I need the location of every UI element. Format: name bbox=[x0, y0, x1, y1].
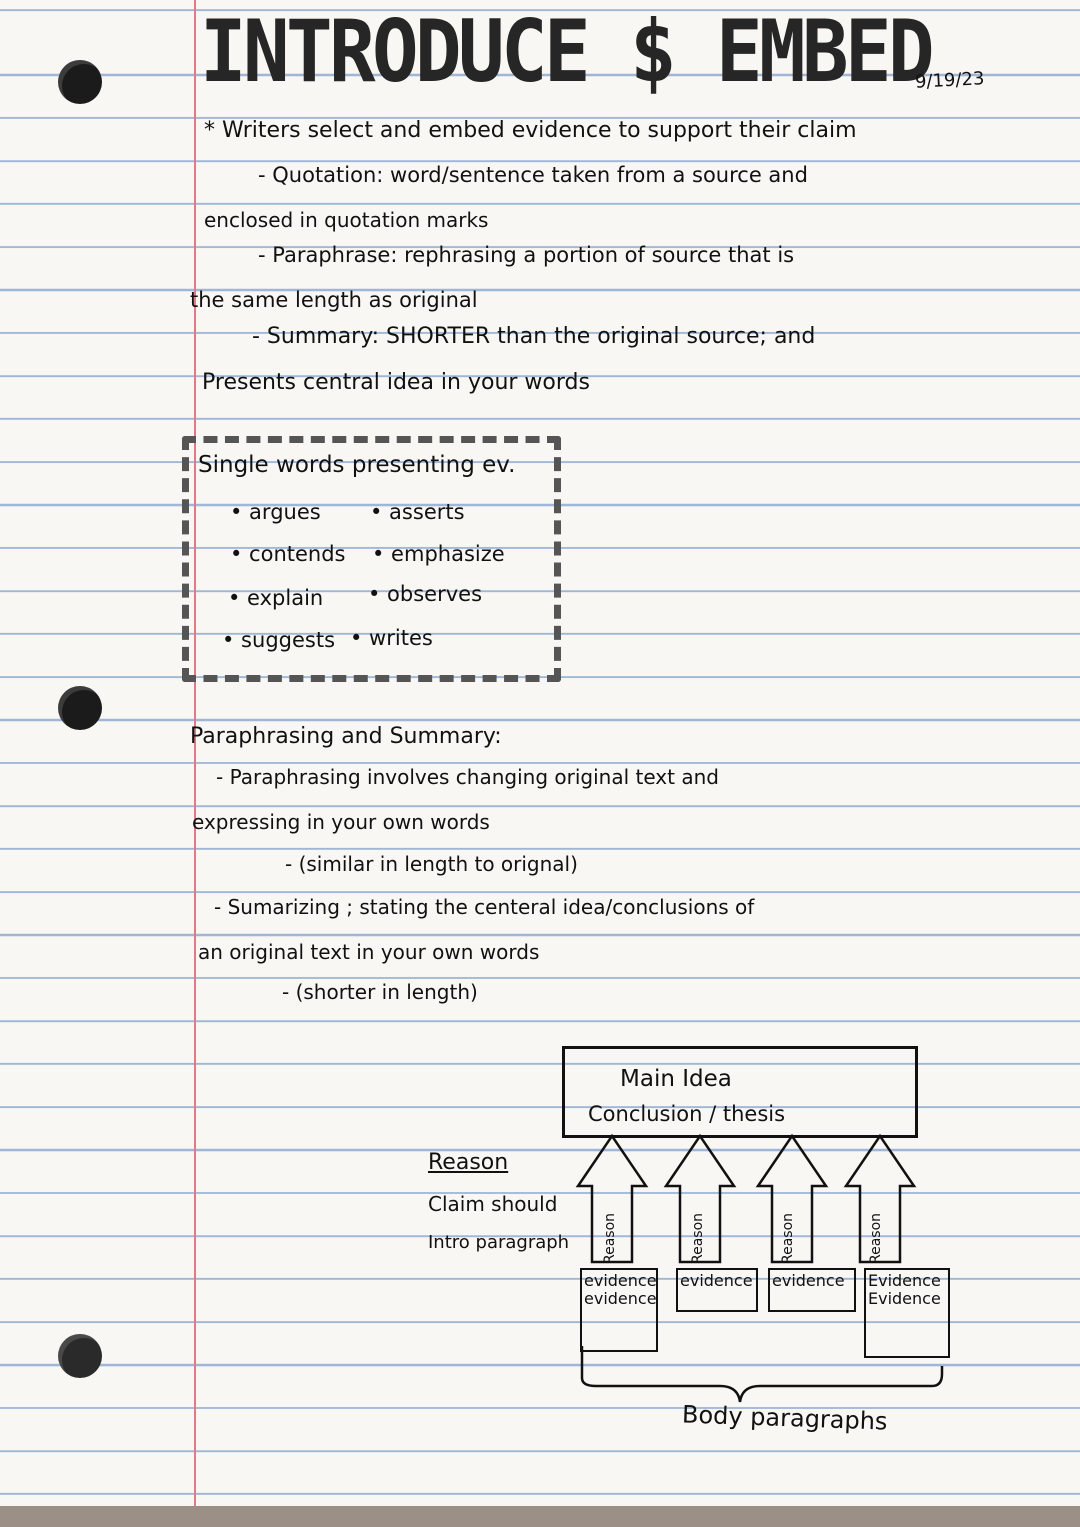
paraphrasing-line: - Sumarizing ; stating the centeral idea/conclusions of bbox=[214, 895, 755, 919]
evidence-card bbox=[580, 1268, 658, 1352]
evidence-card bbox=[768, 1268, 856, 1312]
evidence-word: • contends bbox=[230, 542, 346, 566]
main-idea-title: Main Idea bbox=[620, 1066, 732, 1092]
binder-hole bbox=[58, 1334, 102, 1378]
paraphrasing-line: an original text in your own words bbox=[198, 940, 540, 964]
intro-line: Presents central idea in your words bbox=[202, 370, 590, 395]
body-paragraphs-label: Body paragraphs bbox=[681, 1400, 888, 1436]
paraphrasing-line: expressing in your own words bbox=[192, 810, 490, 834]
evidence-word: • suggests bbox=[222, 628, 336, 652]
binder-hole bbox=[58, 686, 102, 730]
paraphrasing-line: - (shorter in length) bbox=[282, 980, 478, 1004]
evidence-word: • asserts bbox=[370, 500, 465, 524]
note-date: 9/19/23 bbox=[914, 68, 985, 93]
evidence-word: • argues bbox=[230, 500, 321, 524]
arrow-reason-label: Reason bbox=[780, 1212, 796, 1264]
margin-line bbox=[194, 0, 196, 1527]
evidence-word: • explain bbox=[228, 586, 324, 610]
arrow-reason-label: Reason bbox=[868, 1212, 884, 1264]
intro-line: * Writers select and embed evidence to support their claim bbox=[204, 118, 857, 143]
evidence-card bbox=[864, 1268, 950, 1358]
binder-hole bbox=[58, 60, 102, 104]
claim-label: Claim should bbox=[428, 1192, 558, 1216]
intro-line: - Summary: SHORTER than the original source; and bbox=[252, 324, 816, 349]
intro-line: enclosed in quotation marks bbox=[204, 208, 489, 232]
evidence-card bbox=[676, 1268, 758, 1312]
paraphrasing-heading: Paraphrasing and Summary: bbox=[190, 724, 502, 749]
arrow-reason-label: Reason bbox=[690, 1212, 706, 1264]
intro-line: - Quotation: word/sentence taken from a source and bbox=[258, 163, 808, 187]
intro-paragraph-label: Intro paragraph bbox=[428, 1232, 570, 1253]
reason-label: Reason bbox=[428, 1150, 509, 1175]
evidence-box-heading: Single words presenting ev. bbox=[198, 452, 516, 478]
intro-line: - Paraphrase: rephrasing a portion of source that is bbox=[258, 243, 795, 267]
main-idea-subtitle: Conclusion / thesis bbox=[588, 1102, 786, 1126]
paraphrasing-line: - (similar in length to orignal) bbox=[285, 852, 578, 876]
evidence-item: evidence bbox=[584, 1271, 657, 1290]
evidence-word: • observes bbox=[368, 582, 483, 606]
evidence-item: evidence bbox=[584, 1289, 657, 1309]
evidence-word: • writes bbox=[350, 626, 433, 650]
evidence-item: Evidence bbox=[868, 1289, 941, 1309]
page-title: INTRODUCE $ EMBED bbox=[200, 2, 931, 102]
essay-structure-diagram bbox=[420, 1040, 960, 1460]
evidence-item: evidence bbox=[680, 1271, 753, 1290]
evidence-item: Evidence bbox=[868, 1271, 941, 1290]
page-bottom-edge bbox=[0, 1506, 1080, 1527]
evidence-word: • emphasize bbox=[372, 542, 505, 566]
intro-line: the same length as original bbox=[190, 288, 478, 312]
evidence-item: evidence bbox=[772, 1271, 845, 1290]
paraphrasing-line: - Paraphrasing involves changing original text and bbox=[216, 765, 719, 789]
arrow-reason-label: Reason bbox=[602, 1212, 618, 1264]
